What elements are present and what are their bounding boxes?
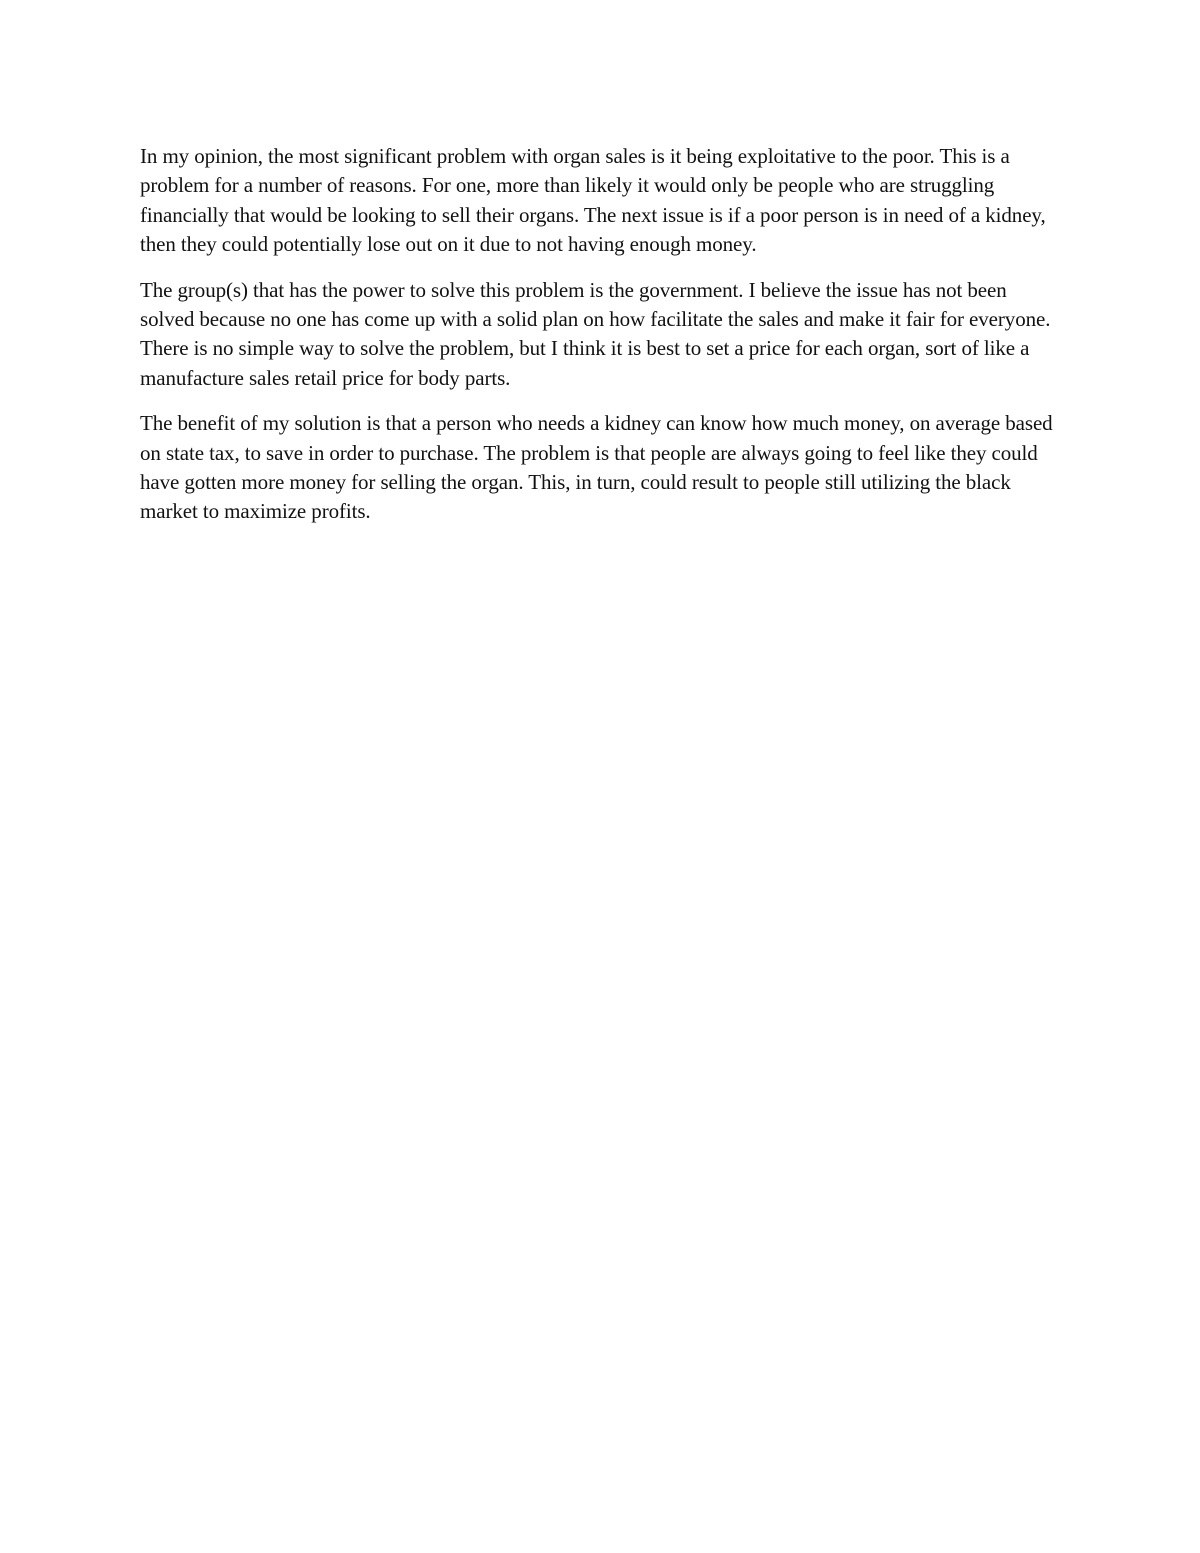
- paragraph-3: The benefit of my solution is that a person who needs a kidney can know how much money, on average based on state tax, to save in order to purchase. The problem is that people are always going to feel like they could have gotten more money for selling the organ. This, in turn, could result to people still utilizing the black market to maximize profits.: [140, 411, 1053, 524]
- paragraph-2: The group(s) that has the power to solve this problem is the government. I believe the issue has not been solved because no one has come up with a solid plan on how facilitate the sales and make it fair for everyone. There is no simple way to solve the problem, but I think it is best to set a price for each organ, sort of like a manufacture sales retail price for body parts.: [140, 277, 1051, 390]
- document-body: [140, 142, 1065, 543]
- paragraph-1: In my opinion, the most significant problem with organ sales is it being exploitative to the poor. This is a problem for a number of reasons. For one, more than likely it would only be people who are struggling financially that would be looking to sell their organs. The next issue is if a poor person is in need of a kidney, then they could potentially lose out on it due to not having enough money.: [140, 144, 1046, 257]
